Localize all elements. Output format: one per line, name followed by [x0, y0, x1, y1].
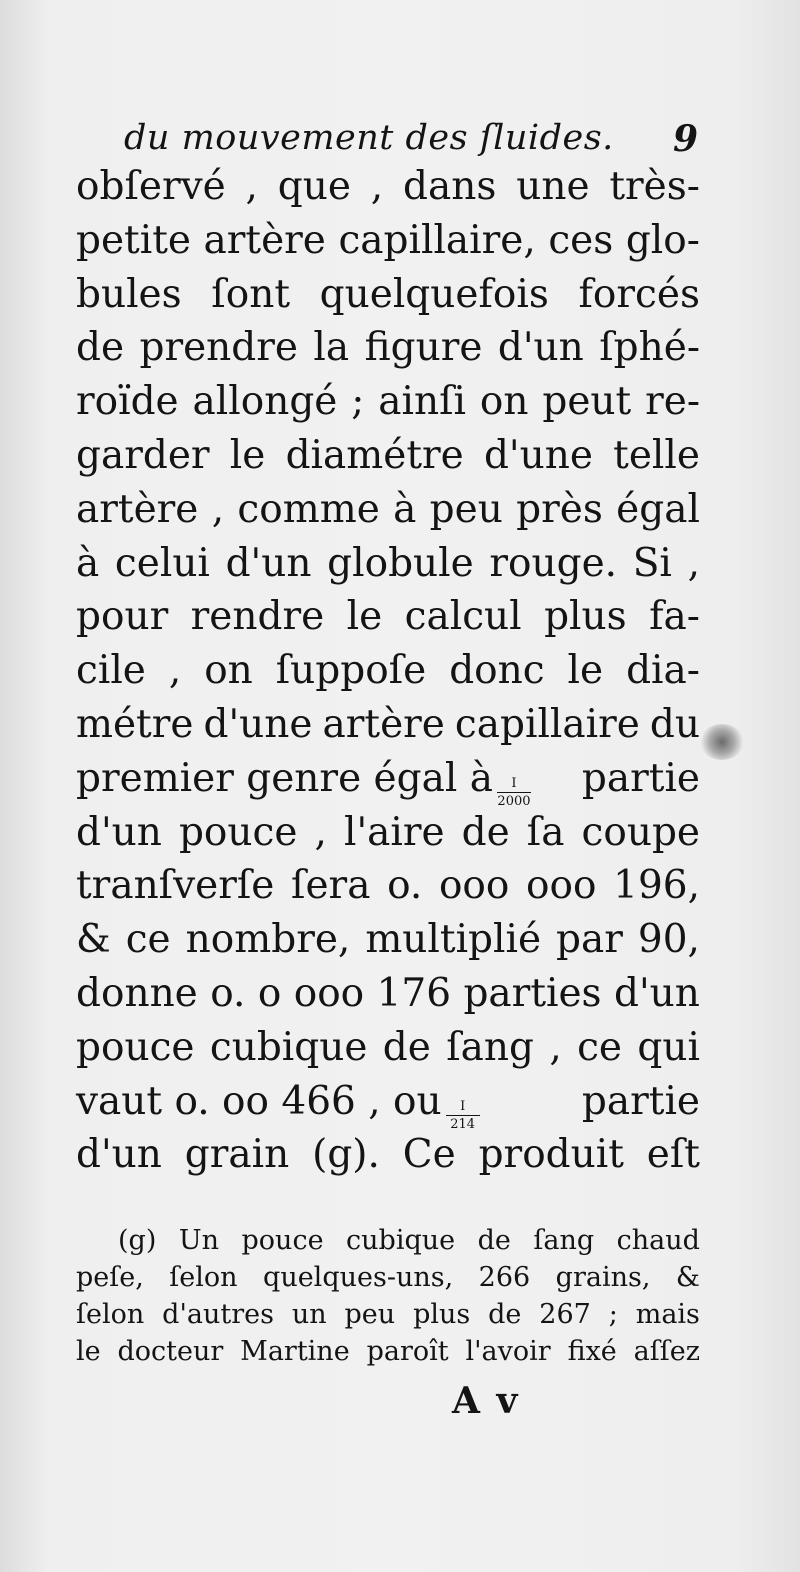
ink-smudge [700, 724, 744, 760]
word: très- [609, 164, 700, 209]
word: donc [449, 648, 545, 694]
word: du [649, 701, 700, 747]
footnote [76, 1222, 700, 1370]
word: pouce [178, 809, 298, 855]
word: d'un [614, 970, 700, 1016]
word: parties [463, 970, 602, 1016]
text-before-fraction: premier genre égal à [76, 755, 493, 801]
word: eſt [646, 1132, 700, 1178]
text-line [76, 375, 700, 429]
word: grains, [555, 1262, 651, 1293]
word: ainſi [378, 379, 467, 425]
signature-mark: A v [452, 1380, 520, 1422]
running-title: du mouvement des ſluides. [124, 118, 614, 158]
word: peut [542, 379, 632, 425]
word: 90, [637, 917, 700, 963]
text-line [76, 590, 700, 644]
word: de [488, 1299, 522, 1330]
word: telle [613, 432, 700, 478]
word: de [382, 1024, 431, 1070]
word: figure [364, 325, 483, 371]
text-line-with-fraction [76, 752, 700, 809]
word: peu [344, 1299, 396, 1330]
word: , [370, 164, 384, 209]
text-line [76, 537, 700, 591]
word: ſelon [169, 1262, 238, 1293]
text-line [76, 214, 700, 268]
word: produit [478, 1132, 624, 1178]
word: artère [76, 486, 199, 532]
footnote-line [76, 1333, 700, 1370]
text-line [76, 429, 700, 483]
word: multiplié [365, 917, 542, 963]
word: ſera [291, 863, 371, 909]
word: aſſez [633, 1336, 700, 1367]
page-header [124, 118, 710, 164]
word: allongé [192, 379, 338, 425]
text-line [76, 160, 700, 214]
word: o [257, 970, 282, 1016]
word: on [204, 648, 253, 694]
word: l'avoir [465, 1336, 551, 1367]
word: 266 [478, 1262, 531, 1293]
word: calcul [404, 594, 522, 640]
word: 176 [376, 970, 452, 1016]
word: peu [429, 486, 503, 532]
word: o. [210, 970, 246, 1016]
word: de [76, 325, 125, 371]
word: dia- [626, 648, 700, 694]
word: globule [327, 540, 474, 586]
word: à [393, 486, 417, 532]
word: plus [544, 594, 627, 640]
word: d'un [76, 809, 162, 855]
word: docteur [117, 1336, 224, 1367]
word: (g). [312, 1132, 380, 1178]
word: bules [76, 271, 182, 317]
word: , [168, 648, 182, 694]
word: , [549, 1024, 562, 1070]
word: ſont [211, 271, 291, 317]
word: rendre [190, 594, 325, 640]
fraction-numerator: I [511, 775, 517, 791]
word: ſuppoſe [275, 648, 427, 694]
word: capillaire, [338, 217, 536, 263]
word: 196, [613, 863, 700, 909]
text-line-with-fraction [76, 1075, 700, 1132]
word: le [76, 1336, 101, 1367]
text-after-fraction: partie [581, 1078, 700, 1124]
word: mais [635, 1299, 700, 1330]
word: à [76, 540, 100, 586]
text-line [76, 1128, 700, 1182]
word: qui [637, 1024, 700, 1070]
text-line [76, 321, 700, 375]
word: (g) [118, 1225, 157, 1256]
word: o. [387, 863, 423, 909]
word: 267 [539, 1299, 591, 1330]
footnote-line [76, 1222, 700, 1259]
word: l'aire [343, 809, 445, 855]
word: ſelon [76, 1299, 145, 1330]
word: nombre, [185, 917, 351, 963]
text-line [76, 644, 700, 698]
word: forcés [578, 271, 700, 317]
fraction-denominator: 2000 [497, 793, 531, 809]
text-line [76, 698, 700, 752]
word: & [76, 917, 111, 963]
fraction-group [76, 1075, 484, 1135]
word: , [687, 540, 700, 586]
word: d'un [76, 1132, 162, 1178]
word: Ce [402, 1132, 456, 1178]
fraction [446, 1100, 480, 1131]
word: paroît [366, 1336, 449, 1367]
word: roïde [76, 379, 179, 425]
word: dans [403, 164, 497, 209]
word: ſa [526, 809, 565, 855]
word: , [314, 809, 327, 855]
word: métre [76, 701, 194, 747]
word: donne [76, 970, 198, 1016]
word: , [245, 164, 258, 209]
word: Si [632, 540, 672, 586]
word: ooo [438, 863, 510, 909]
word: obſervé [76, 164, 226, 209]
fraction-bar [497, 792, 531, 793]
word: fa- [649, 594, 700, 640]
word: tranſverſe [76, 863, 275, 909]
word: un [291, 1299, 327, 1330]
word: ooo [526, 863, 597, 909]
text-before-fraction: vaut o. oo 466 , ou [76, 1078, 442, 1124]
main-text [76, 160, 700, 1182]
text-line [76, 1021, 700, 1075]
word: artère [322, 701, 445, 747]
word: ; [351, 379, 365, 425]
word: garder [76, 432, 210, 478]
word: d'une [483, 432, 593, 478]
word: coupe [581, 809, 700, 855]
text-line [76, 913, 700, 967]
word: Un [178, 1225, 220, 1256]
word: d'un [497, 325, 584, 371]
word: cubique [346, 1225, 456, 1256]
word: plus [413, 1299, 471, 1330]
word: cile [76, 648, 146, 694]
word: par [556, 917, 623, 963]
fraction-numerator: I [460, 1098, 466, 1114]
word: fixé [567, 1336, 617, 1367]
word: pour [76, 594, 169, 640]
word: Martine [240, 1336, 350, 1367]
word: , [211, 486, 225, 532]
fraction-group [76, 752, 535, 812]
word: le [567, 648, 604, 694]
text-line [76, 967, 700, 1021]
word: glo- [625, 217, 700, 263]
text-after-fraction: partie [581, 755, 700, 801]
word: égal [616, 486, 700, 532]
word: comme [237, 486, 380, 532]
word: d'une [203, 701, 313, 747]
word: grain [184, 1132, 290, 1178]
word: ſang [533, 1225, 595, 1256]
text-line [76, 268, 700, 322]
word: rouge. [489, 540, 618, 586]
text-line [76, 859, 700, 913]
word: cubique [209, 1024, 368, 1070]
word: d'autres [162, 1299, 274, 1330]
word: quelquefois [319, 271, 549, 317]
word: re- [645, 379, 700, 425]
word: quelques-uns, [263, 1262, 454, 1293]
word: on [479, 379, 529, 425]
word: ſang [446, 1024, 534, 1070]
footnote-line [76, 1259, 700, 1296]
word: ; [608, 1299, 618, 1330]
word: ces [548, 217, 614, 263]
word: d'un [225, 540, 312, 586]
word: petite [76, 217, 191, 263]
word: & [675, 1262, 700, 1293]
text-line [76, 806, 700, 860]
word: peſe, [76, 1262, 144, 1293]
word: de [477, 1225, 511, 1256]
word: une [516, 164, 590, 209]
word: près [516, 486, 603, 532]
fraction [497, 777, 531, 808]
fraction-bar [446, 1115, 480, 1116]
footnote-line [76, 1296, 700, 1333]
word: que [277, 164, 351, 209]
word: prendre [139, 325, 298, 371]
word: artère [203, 217, 326, 263]
word: le [346, 594, 383, 640]
word: celui [114, 540, 210, 586]
word: pouce [241, 1225, 324, 1256]
text-line [76, 483, 700, 537]
page-number: 9 [672, 118, 698, 160]
fraction-denominator: 214 [450, 1116, 476, 1132]
word: chaud [616, 1225, 700, 1256]
word: capillaire [454, 701, 640, 747]
word: le [229, 432, 266, 478]
word: ce [577, 1024, 623, 1070]
word: ſphé- [599, 325, 700, 371]
word: diamétre [285, 432, 464, 478]
word: pouce [76, 1024, 195, 1070]
word: de [461, 809, 510, 855]
word: la [313, 325, 350, 371]
word: ce [125, 917, 171, 963]
word: ooo [293, 970, 365, 1016]
